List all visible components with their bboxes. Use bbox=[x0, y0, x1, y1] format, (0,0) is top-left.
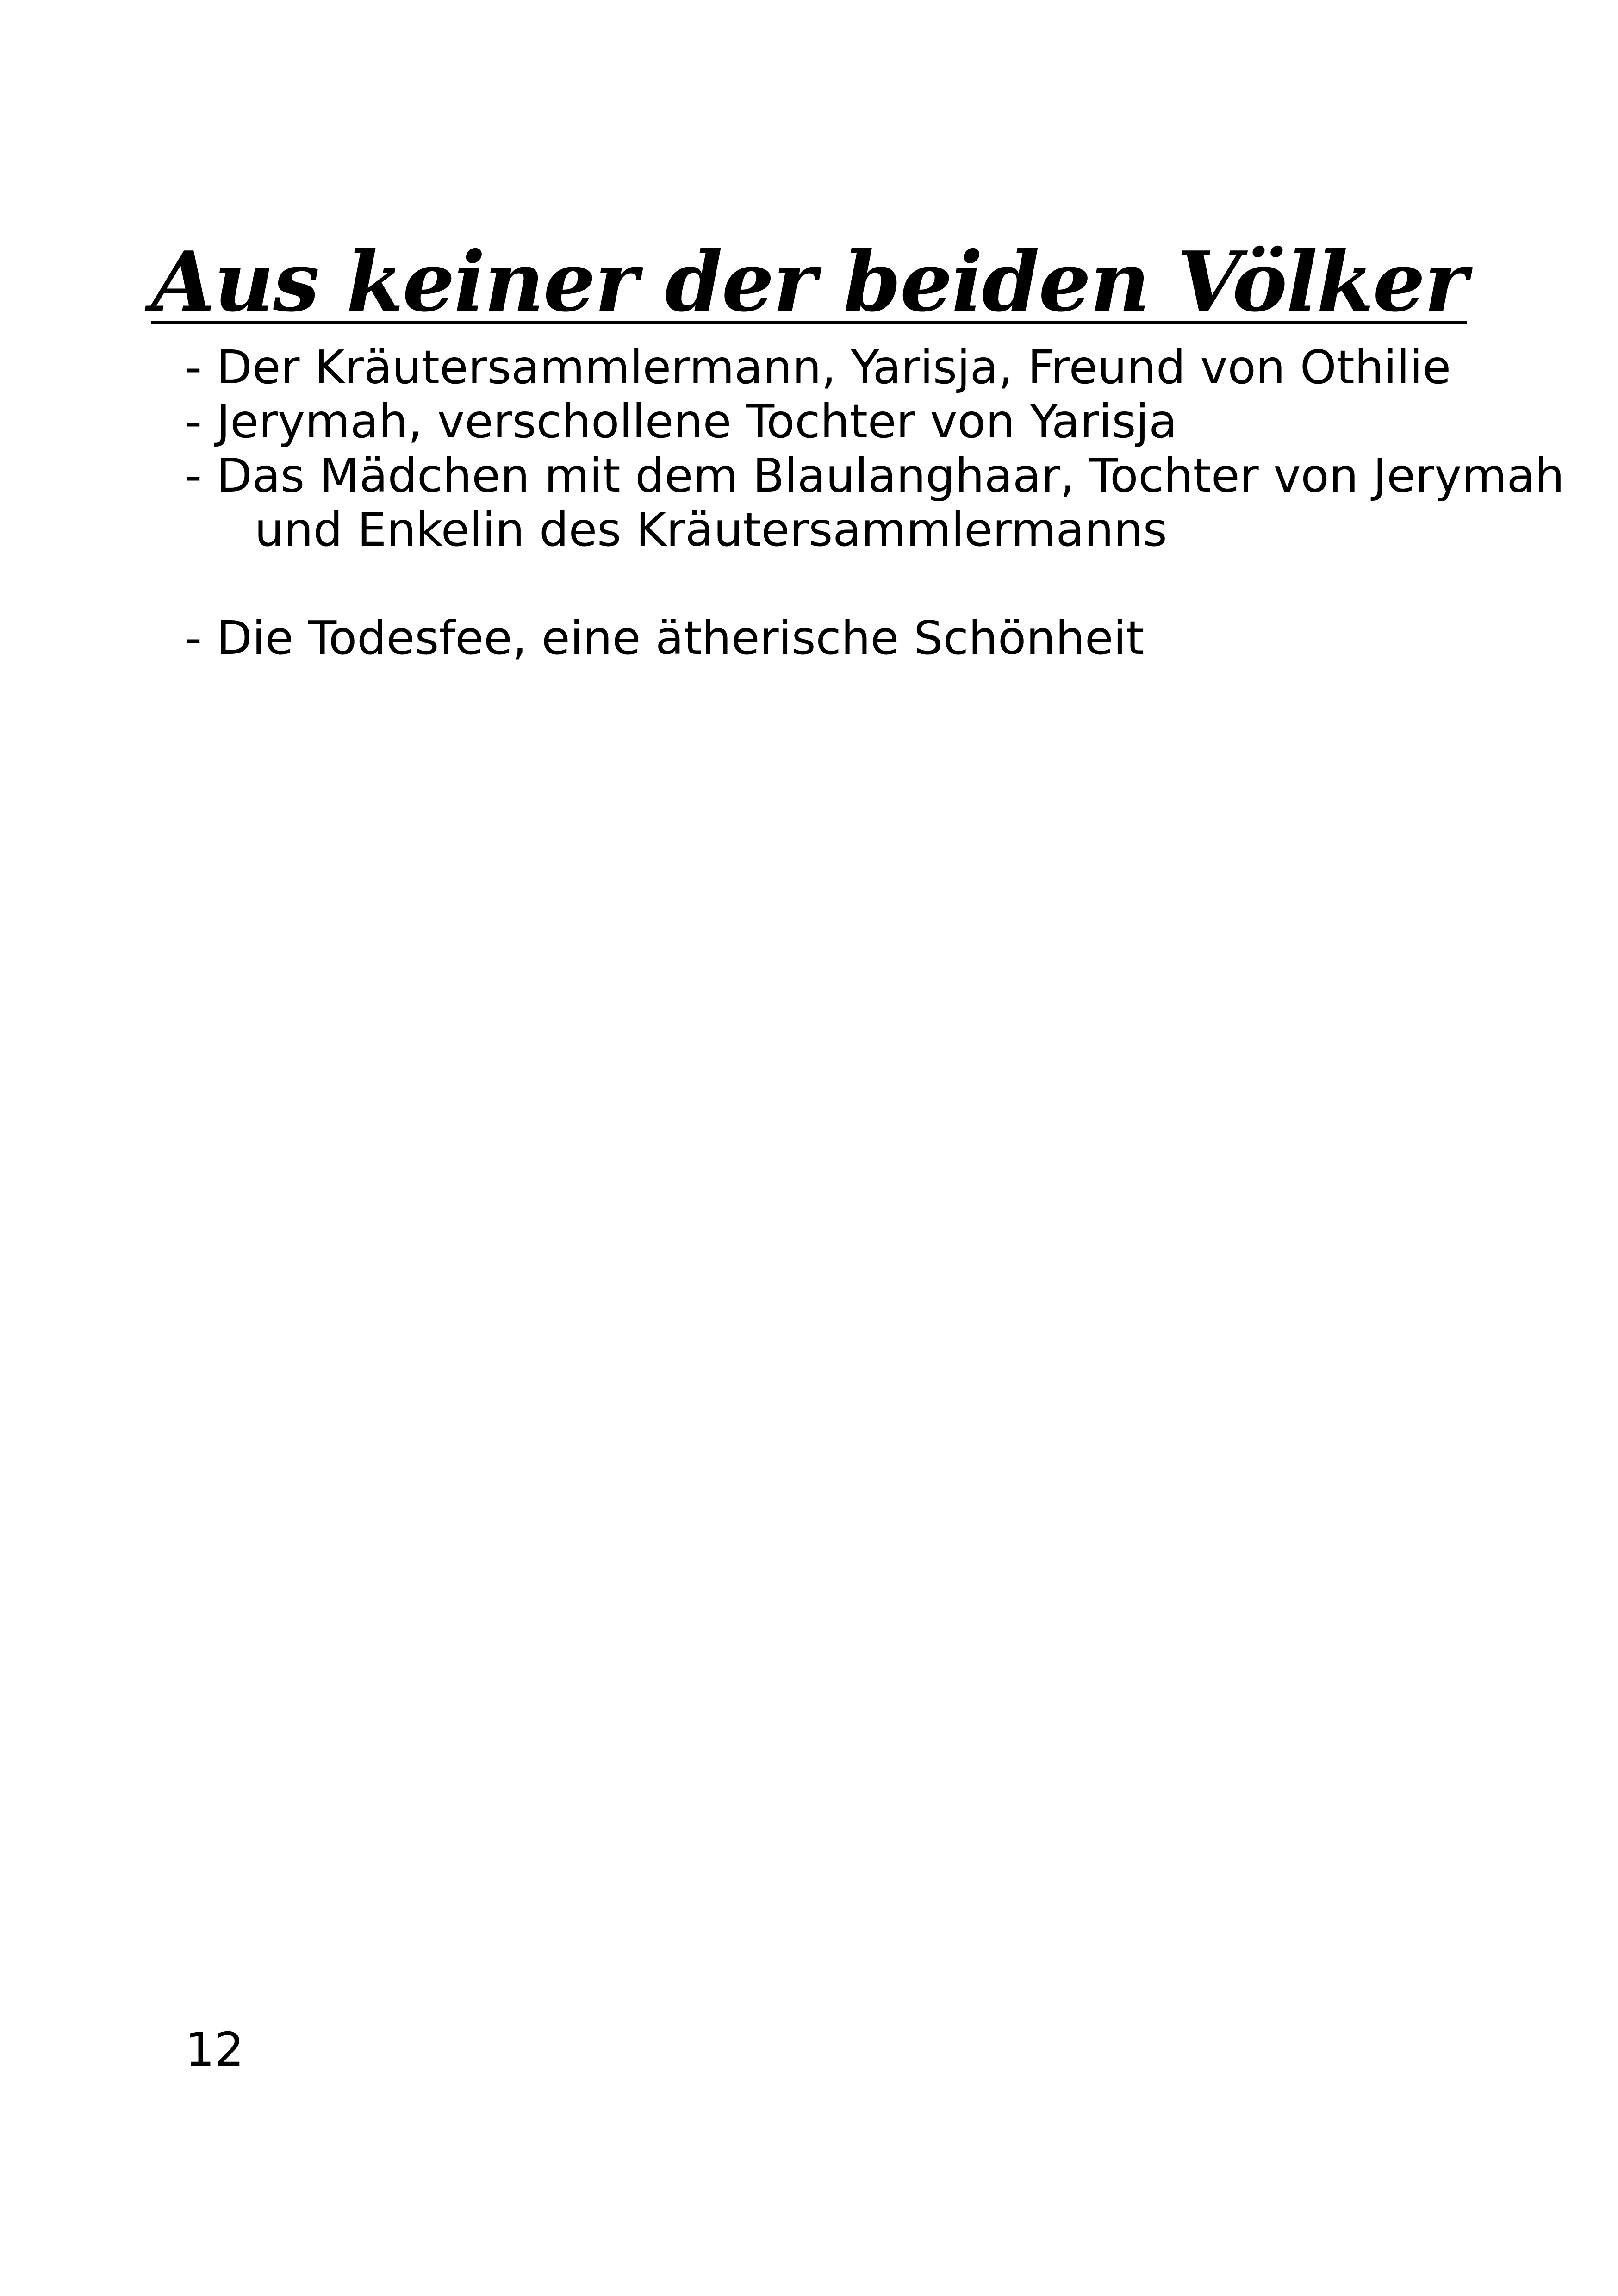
character-list bbox=[185, 340, 1565, 665]
character-entry-herb-gatherer bbox=[185, 340, 1481, 394]
character-entry-jerymah bbox=[185, 394, 1481, 448]
character-entry-text: - Die Todesfee, eine ätherische Schönheit bbox=[185, 611, 1145, 665]
character-entry-blue-haired-girl bbox=[185, 448, 1565, 557]
character-entry-text: - Der Kräutersammlermann, Yarisja, Freund von Othilie bbox=[185, 340, 1451, 394]
character-entry-text: - Das Mädchen mit dem Blaulanghaar, Tochter von Jerymah bbox=[185, 448, 1565, 503]
character-entry-death-fairy bbox=[185, 611, 1481, 665]
page-title-text: Aus keiner der beiden Völker bbox=[151, 233, 1467, 330]
page-title bbox=[0, 226, 1618, 337]
character-entry-continuation: und Enkelin des Kräutersammlermanns bbox=[255, 503, 1167, 557]
page-number: 12 bbox=[185, 2022, 244, 2077]
character-entry-text: - Jerymah, verschollene Tochter von Yarisja bbox=[185, 394, 1177, 448]
